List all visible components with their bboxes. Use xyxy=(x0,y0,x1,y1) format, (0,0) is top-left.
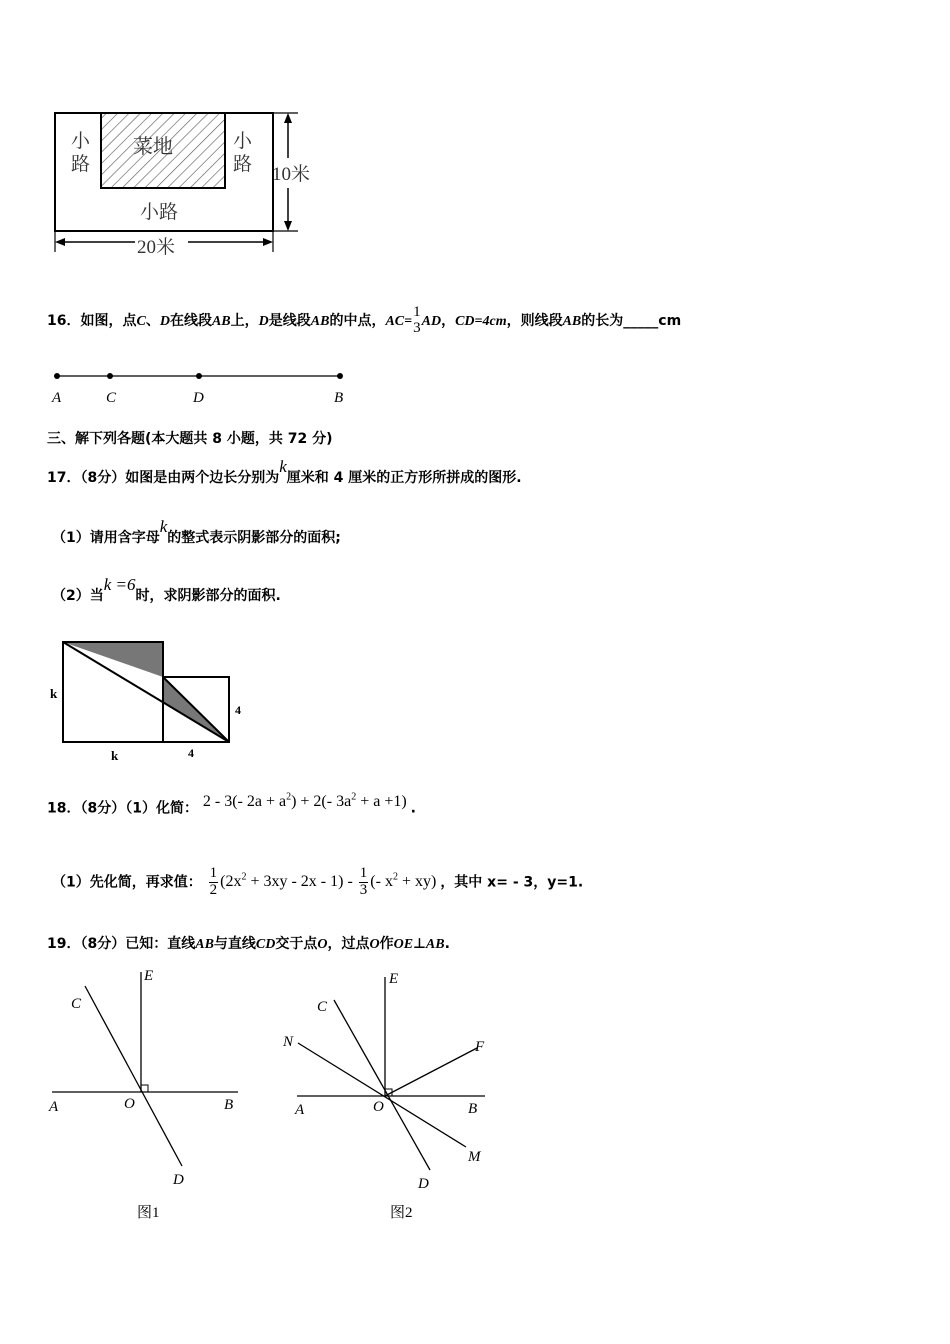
line-nm xyxy=(298,1043,466,1147)
question-17-part-1: （1）请用含字母k的整式表示阴影部分的面积; xyxy=(52,517,341,546)
label-n: N xyxy=(283,1034,294,1050)
path-left-label: 小 路 xyxy=(71,131,91,175)
figure-1-caption: 图1 xyxy=(137,1205,160,1221)
label-b: B xyxy=(224,1097,234,1113)
point-b-label: B xyxy=(334,390,344,406)
section-3-title: 三、解下列各题(本大题共 8 小题，共 72 分) xyxy=(47,431,333,447)
question-17-part-2: （2）当k =6时，求阴影部分的面积. xyxy=(52,575,281,604)
label-a: A xyxy=(49,1099,59,1115)
question-18-part-2: （1）先化简，再求值： $\frac{1}{2}$ $(2x^2 + 3xy - 2x - 1)$ - $\frac{1}{3}$ (- $x^2 + xy$) ，其中 x= - 3，y=1. xyxy=(52,865,584,899)
width-label: 20米 xyxy=(137,237,176,258)
point-a xyxy=(54,373,60,379)
point-d-label: D xyxy=(193,390,204,406)
label-e: E xyxy=(144,968,154,984)
label-b: B xyxy=(468,1101,478,1117)
angle-figure-2 xyxy=(280,960,510,1230)
point-b xyxy=(337,373,343,379)
label-c: C xyxy=(71,996,82,1012)
point-c xyxy=(107,373,113,379)
question-16: 16．如图，点C、D在线段AB上，D是线段AB的中点，AC= 1 3 AD，CD=4cm，则线段AB的长为_____cm xyxy=(47,304,682,336)
path-bottom-label: 小路 xyxy=(140,202,179,223)
label-c: C xyxy=(317,999,328,1015)
point-c-label: C xyxy=(106,390,117,406)
label-a: A xyxy=(295,1102,305,1118)
ray-of xyxy=(385,1048,477,1096)
line-cd xyxy=(85,986,182,1166)
point-d xyxy=(196,373,202,379)
point-a-label: A xyxy=(52,390,62,406)
expression-simplify: 2 - 3(- $2a + a^2) + 2(-$ $3a^2 + a +1$) xyxy=(202,792,407,811)
label-4-bottom: 4 xyxy=(188,746,194,760)
question-17: 17．（8分）如图是由两个边长分别为k厘米和 4 厘米的正方形所拼成的图形. xyxy=(47,457,522,486)
label-k-left: k xyxy=(50,686,58,701)
squares-figure xyxy=(45,635,255,765)
label-d: D xyxy=(173,1172,184,1188)
label-o: O xyxy=(373,1099,384,1115)
path-right-label: 小 路 xyxy=(233,131,253,175)
label-e: E xyxy=(389,971,399,987)
line-cd xyxy=(334,1000,430,1170)
label-m: M xyxy=(468,1149,481,1165)
angle-figure-1 xyxy=(40,960,260,1230)
answer-blank[interactable]: _____ xyxy=(623,313,659,329)
label-4-right: 4 xyxy=(235,703,241,717)
label-d: D xyxy=(418,1176,429,1192)
label-f: F xyxy=(475,1039,485,1055)
label-o: O xyxy=(124,1096,135,1112)
height-label: 10米 xyxy=(272,164,311,185)
label-k-bottom: k xyxy=(111,748,119,763)
fraction-one-third: 1 3 xyxy=(413,304,421,336)
expression-evaluate: $\frac{1}{2}$ $(2x^2 + 3xy - 2x - 1)$ - $\frac{1}{3}$ (- $x^2 + xy$) xyxy=(209,865,437,899)
garden-label: 菜地 xyxy=(133,136,173,158)
segment-figure xyxy=(45,365,355,410)
figure-2-caption: 图2 xyxy=(390,1205,413,1221)
question-19: 19．（8分）已知：直线AB与直线CD交于点O，过点O作OE⊥AB. xyxy=(47,936,450,952)
question-18-part-1: 18．（8分）（1）化简： 2 - 3(- $2a + a^2) + 2(-$ $3a^2 + a +1$) . xyxy=(47,792,416,817)
